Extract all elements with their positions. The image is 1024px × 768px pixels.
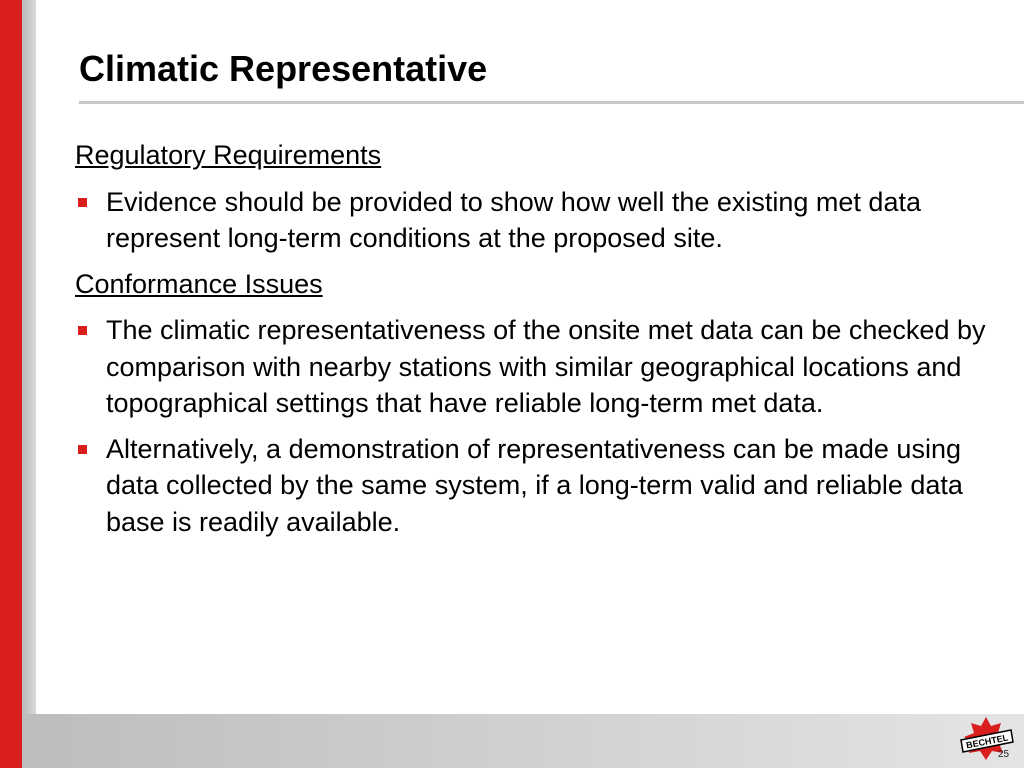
- section-heading-conformance: Conformance Issues: [75, 268, 323, 299]
- bullet-item: [75, 184, 1005, 257]
- left-gray-bar: [22, 0, 36, 768]
- slide-title: Climatic Representative: [79, 48, 488, 89]
- bullet-text: The climatic representativeness of the onsite met data can be checked by comparison with nearby stations with similar geographical locations and topographical settings that have reliable long-term met data.: [106, 315, 986, 418]
- bullet-text: Evidence should be provided to show how well the existing met data represent long-term conditions at the proposed site.: [106, 186, 921, 253]
- square-bullet-icon: [78, 445, 87, 454]
- left-red-bar: [0, 0, 22, 768]
- bullet-text: Alternatively, a demonstration of representativeness can be made using data collected by the same system, if a long-term valid and reliable data base is readily available.: [106, 433, 963, 537]
- square-bullet-icon: [78, 326, 87, 335]
- section-heading-regulatory: Regulatory Requirements: [75, 140, 382, 170]
- bullet-item: [75, 431, 1005, 541]
- slide-body: [75, 137, 1005, 549]
- bullet-item: [75, 312, 1005, 422]
- logo-text: BECHTEL: [965, 732, 1009, 751]
- footer-band: [22, 714, 1024, 768]
- page-number: 25: [998, 749, 1010, 760]
- square-bullet-icon: [78, 198, 87, 207]
- title-underline-rule: [79, 101, 1024, 104]
